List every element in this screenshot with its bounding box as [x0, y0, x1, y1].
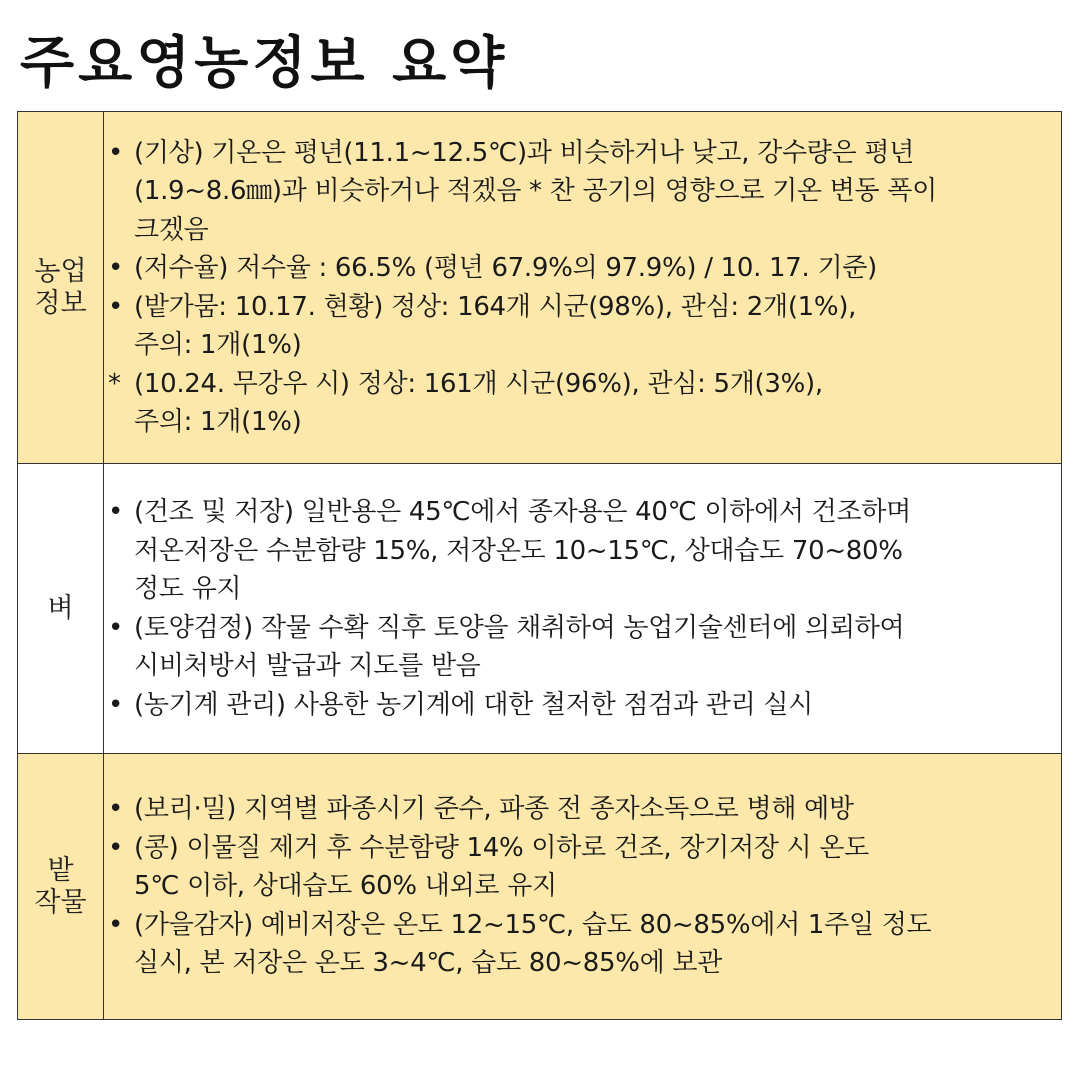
list-item: [104, 609, 1061, 686]
bullet-icon: •: [108, 689, 124, 720]
bullet-icon: •: [108, 612, 124, 643]
bullet-icon: •: [108, 497, 124, 527]
item-text-line: (10.24. 무강우 시) 정상: 161개 시군(96%), 관심: 5개(3%),: [134, 368, 823, 399]
summary-table: [17, 111, 1062, 1020]
bullet-list: [104, 790, 1061, 983]
list-item: [104, 906, 1061, 983]
item-text-line: 실시, 본 저장은 온도 3~4℃, 습도 80~85%에 보관: [134, 948, 723, 979]
item-text-line: (밭가뭄: 10.17. 현황) 정상: 164개 시군(98%), 관심: 2개(1%),: [134, 291, 857, 322]
item-text-line: (기상) 기온은 평년(11.1~12.5℃)과 비슷하거나 낮고, 강수량은 평년: [134, 137, 915, 168]
item-text-line: 주의: 1개(1%): [134, 330, 302, 360]
bullet-list: [104, 134, 1061, 442]
list-item: [104, 829, 1061, 906]
item-text-line: 크겠음: [134, 214, 209, 245]
section-row-field-crops: [18, 754, 1062, 1020]
list-item: [104, 134, 1061, 250]
item-text-line: 시비처방서 발급과 지도를 받음: [134, 651, 481, 681]
bullet-icon: •: [108, 253, 124, 283]
list-item: [104, 493, 1061, 609]
section-row-rice: [18, 464, 1062, 754]
asterisk-icon: *: [108, 368, 121, 399]
item-text-line: (토양검정) 작물 수확 직후 토양을 채취하여 농업기술센터에 의뢰하여: [134, 612, 905, 643]
section-content-cell: [104, 112, 1062, 464]
section-label-line: 정보: [34, 287, 87, 319]
section-content-cell: [104, 464, 1062, 754]
list-item: [104, 288, 1061, 365]
item-text-line: (1.9~8.6㎜)과 비슷하거나 적겠음 * 찬 공기의 영향으로 기온 변동 폭이: [134, 176, 937, 206]
item-text-line: 정도 유지: [134, 574, 242, 604]
bullet-icon: •: [108, 832, 124, 863]
list-item: [104, 365, 1061, 442]
item-text-line: (저수율) 저수율 : 66.5% (평년 67.9%의 97.9%) / 10. 17. 기준): [134, 253, 877, 283]
section-label-line: 밭: [47, 854, 74, 886]
item-text-line: (농기계 관리) 사용한 농기계에 대한 철저한 점검과 관리 실시: [134, 689, 813, 720]
item-text-line: (콩) 이물질 제거 후 수분함량 14% 이하로 건조, 장기저장 시 온도: [134, 832, 869, 863]
section-label-line: 벼: [47, 592, 74, 624]
item-text-line: 주의: 1개(1%): [134, 407, 302, 437]
bullet-icon: •: [108, 909, 124, 940]
list-item: [104, 790, 1061, 829]
section-label-cell: [18, 112, 104, 464]
item-text-line: (가을감자) 예비저장은 온도 12~15℃, 습도 80~85%에서 1주일 정도: [134, 909, 932, 940]
item-text-line: (보리·밀) 지역별 파종시기 준수, 파종 전 종자소독으로 병해 예방: [134, 794, 854, 825]
section-row-farming-info: [18, 112, 1062, 464]
item-text-line: (건조 및 저장) 일반용은 45℃에서 종자용은 40℃ 이하에서 건조하며: [134, 497, 911, 527]
list-item: [104, 249, 1061, 288]
bullet-list: [104, 493, 1061, 724]
section-label-cell: [18, 464, 104, 754]
section-label-cell: [18, 754, 104, 1020]
section-label-line: 농업: [34, 255, 87, 287]
page-title: 주요영농정보 요약: [20, 31, 509, 96]
section-label-line: 작물: [34, 886, 87, 918]
item-text-line: 5℃ 이하, 상대습도 60% 내외로 유지: [134, 871, 557, 902]
bullet-icon: •: [108, 137, 124, 168]
bullet-icon: •: [108, 291, 124, 322]
section-content-cell: [104, 754, 1062, 1020]
list-item: [104, 686, 1061, 725]
item-text-line: 저온저장은 수분함량 15%, 저장온도 10~15℃, 상대습도 70~80%: [134, 535, 903, 566]
bullet-icon: •: [108, 794, 124, 825]
